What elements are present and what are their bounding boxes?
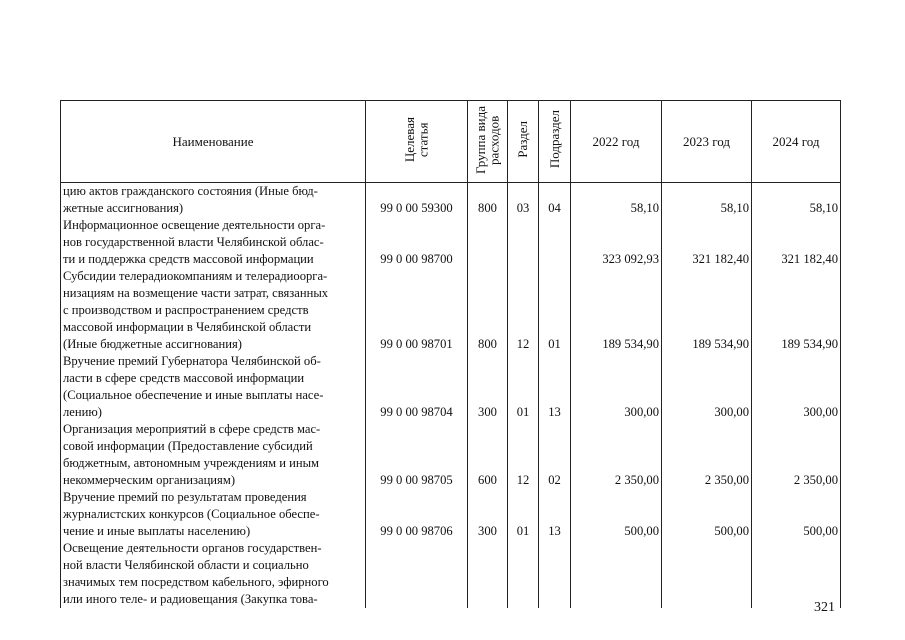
header-section: Раздел	[508, 101, 539, 183]
row-expense-group: 600	[468, 421, 508, 489]
row-target-article: 99 0 00 59300	[366, 183, 468, 218]
row-amount-2024: 321 182,40	[752, 217, 841, 268]
row-name-line: цию актов гражданского состояния (Иные бюд-	[63, 184, 318, 198]
row-name-line: (Социальное обеспечение и иные выплаты насе-	[63, 388, 324, 402]
row-amount-2024: 300,00	[752, 353, 841, 421]
row-name	[61, 353, 366, 421]
header-year-2023: 2023 год	[662, 101, 752, 183]
row-amount-2022	[571, 540, 662, 608]
row-name-line: массовой информации в Челябинской области	[63, 320, 312, 334]
row-target-article: 99 0 00 98700	[366, 217, 468, 268]
row-section: 12	[508, 268, 539, 353]
row-amount-2023: 500,00	[662, 489, 752, 540]
row-target-article: 99 0 00 98706	[366, 489, 468, 540]
header-name: Наименование	[61, 101, 366, 183]
row-expense-group: 800	[468, 183, 508, 218]
row-name	[61, 489, 366, 540]
header-expense-group: Группа вида расходов	[468, 101, 508, 183]
row-target-article: 99 0 00 98701	[366, 268, 468, 353]
row-name-line: или иного теле- и радиовещания (Закупка това-	[63, 592, 318, 606]
budget-table	[60, 100, 841, 608]
row-name-line: ласти в сфере средств массовой информации	[63, 371, 305, 385]
row-subsection	[539, 217, 571, 268]
row-subsection: 04	[539, 183, 571, 218]
row-name-line: лению)	[63, 405, 102, 419]
row-section: 01	[508, 489, 539, 540]
row-name-line: ти и поддержка средств массовой информации	[63, 252, 314, 266]
row-subsection: 13	[539, 353, 571, 421]
row-name-line: журналистских конкурсов (Социальное обеспе-	[63, 507, 320, 521]
row-name-line: низациям на возмещение части затрат, связанных	[63, 286, 329, 300]
table-row	[61, 489, 841, 540]
table-row	[61, 421, 841, 489]
row-name-line: Организация мероприятий в сфере средств мас-	[63, 422, 321, 436]
row-amount-2024: 189 534,90	[752, 268, 841, 353]
row-amount-2022: 500,00	[571, 489, 662, 540]
row-name-line: Вручение премий Губернатора Челябинской об-	[63, 354, 321, 368]
row-amount-2023: 189 534,90	[662, 268, 752, 353]
row-amount-2023	[662, 540, 752, 608]
row-subsection: 13	[539, 489, 571, 540]
row-subsection: 01	[539, 268, 571, 353]
row-name-line: совой информации (Предоставление субсидий	[63, 439, 313, 453]
row-name-line: нов государственной власти Челябинской облас-	[63, 235, 324, 249]
table-row	[61, 183, 841, 218]
row-amount-2022: 2 350,00	[571, 421, 662, 489]
row-amount-2024: 2 350,00	[752, 421, 841, 489]
row-name-line: Вручение премий по результатам проведения	[63, 490, 307, 504]
row-subsection	[539, 540, 571, 608]
row-amount-2024	[752, 540, 841, 608]
row-amount-2023: 300,00	[662, 353, 752, 421]
row-expense-group: 300	[468, 353, 508, 421]
row-name-line: значимых тем посредством кабельного, эфирного	[63, 575, 329, 589]
row-target-article: 99 0 00 98704	[366, 353, 468, 421]
row-name-line: ной власти Челябинской области и социально	[63, 558, 309, 572]
row-section	[508, 217, 539, 268]
row-name	[61, 421, 366, 489]
header-year-2024: 2024 год	[752, 101, 841, 183]
row-subsection: 02	[539, 421, 571, 489]
row-expense-group	[468, 540, 508, 608]
table-row	[61, 268, 841, 353]
row-amount-2023: 2 350,00	[662, 421, 752, 489]
row-amount-2024: 500,00	[752, 489, 841, 540]
row-name	[61, 540, 366, 608]
header-subsection: Подраздел	[539, 101, 571, 183]
row-expense-group	[468, 217, 508, 268]
row-amount-2022: 58,10	[571, 183, 662, 218]
row-name	[61, 268, 366, 353]
row-name-line: Освещение деятельности органов государствен-	[63, 541, 322, 555]
row-amount-2023: 321 182,40	[662, 217, 752, 268]
row-name-line: с производством и распространением средств	[63, 303, 309, 317]
table-header-row	[61, 101, 841, 183]
table-row	[61, 353, 841, 421]
row-name-line: (Иные бюджетные ассигнования)	[63, 337, 242, 351]
row-name-line: Субсидии телерадиокомпаниям и телерадиоорга-	[63, 269, 328, 283]
header-target-article: Целевая статья	[366, 101, 468, 183]
row-amount-2022: 300,00	[571, 353, 662, 421]
row-section: 01	[508, 353, 539, 421]
row-amount-2022: 323 092,93	[571, 217, 662, 268]
row-expense-group: 300	[468, 489, 508, 540]
row-name	[61, 217, 366, 268]
table-row	[61, 540, 841, 608]
row-section: 03	[508, 183, 539, 218]
row-target-article: 99 0 00 98705	[366, 421, 468, 489]
row-name-line: жетные ассигнования)	[63, 201, 184, 215]
row-name-line: бюджетным, автономным учреждениям и иным	[63, 456, 320, 470]
row-name-line: чение и иные выплаты населению)	[63, 524, 251, 538]
row-target-article	[366, 540, 468, 608]
row-amount-2024: 58,10	[752, 183, 841, 218]
page-number: 321	[814, 600, 835, 615]
row-name	[61, 183, 366, 218]
row-section	[508, 540, 539, 608]
row-amount-2023: 58,10	[662, 183, 752, 218]
row-name-line: некоммерческим организациям)	[63, 473, 236, 487]
row-name-line: Информационное освещение деятельности орга-	[63, 218, 326, 232]
row-amount-2022: 189 534,90	[571, 268, 662, 353]
table-row	[61, 217, 841, 268]
header-year-2022: 2022 год	[571, 101, 662, 183]
row-section: 12	[508, 421, 539, 489]
row-expense-group: 800	[468, 268, 508, 353]
